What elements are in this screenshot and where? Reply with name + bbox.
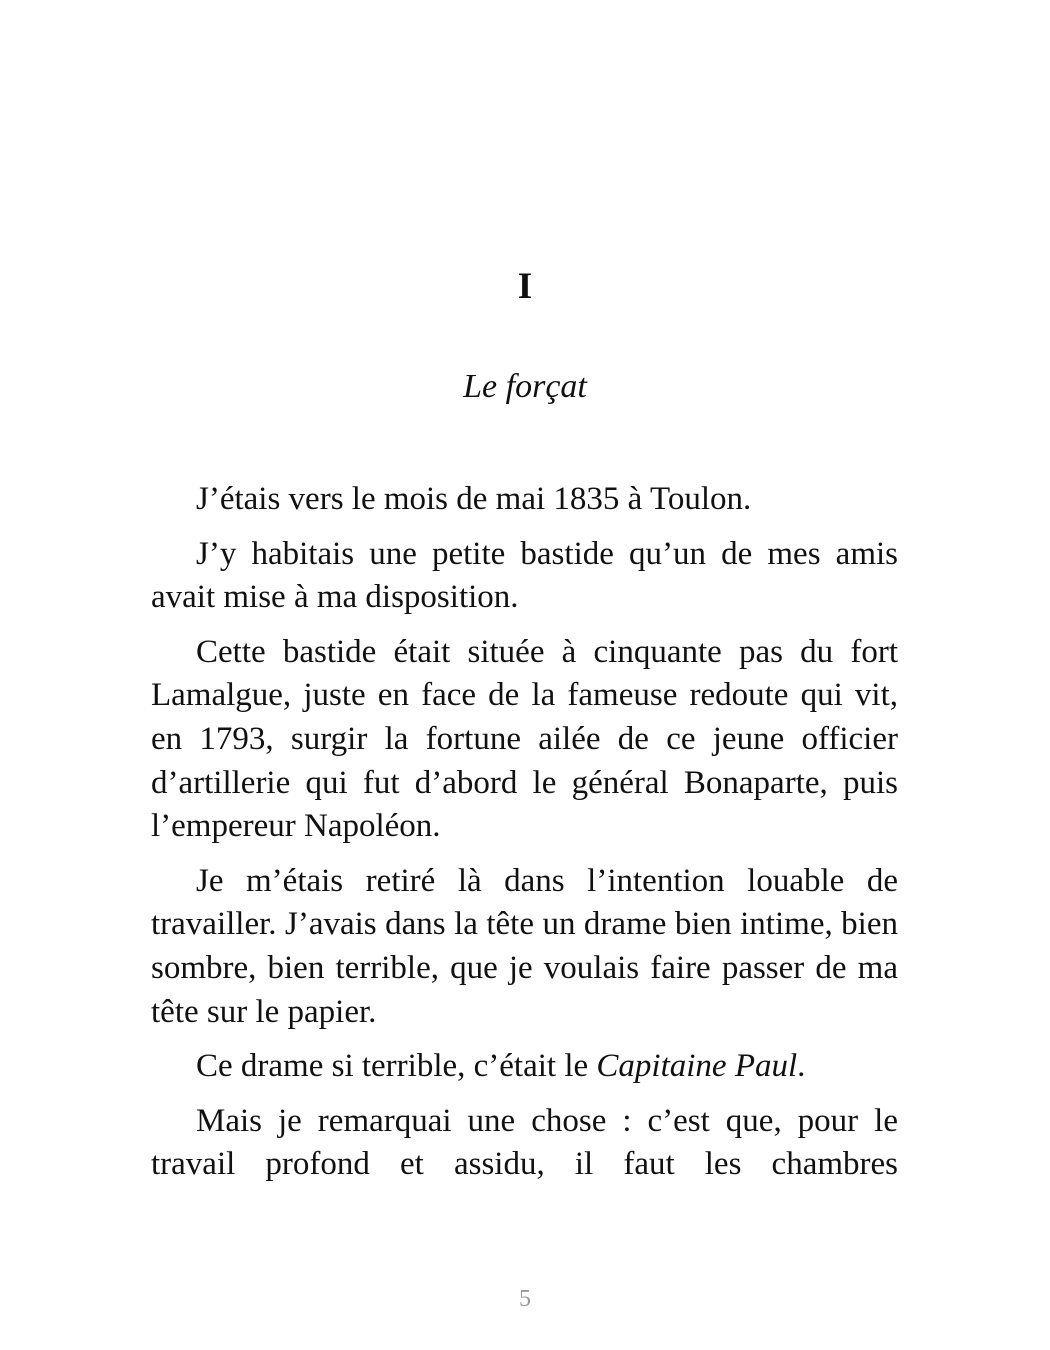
paragraph-text: Ce drame si terrible, c’était le — [196, 1048, 597, 1085]
chapter-number: I — [517, 266, 533, 307]
paragraph: Cette bastide était située à cinquante pas du fort Lamalgue, juste en face de la fameuse redoute qui vit, en 1793, surgir la fortune ailée de ce jeune officier d’artillerie qui fut d’abord le général Bonaparte, puis l’empereur Napoléon. — [151, 633, 898, 845]
page-number: 5 — [519, 1286, 531, 1312]
paragraph: J’y habitais une petite bastide qu’un de mes amis avait mise à ma disposition. — [151, 535, 898, 616]
chapter-title: Le forçat — [463, 368, 587, 405]
paragraph — [151, 1045, 898, 1089]
paragraph: Je m’étais retiré là dans l’intention louable de travailler. J’avais dans la tête un drame bien intime, bien sombre, bien terrible, que je voulais faire passer de ma tête sur le papier. — [151, 862, 898, 1030]
paragraph: J’étais vers le mois de mai 1835 à Toulon. — [196, 481, 752, 517]
work-title: Capitaine Paul — [596, 1048, 798, 1085]
paragraph-text: . — [797, 1048, 806, 1085]
paragraph: Mais je remarquai une chose : c’est que, pour le travail profond et assidu, il faut les chambres — [151, 1102, 898, 1183]
body-text — [151, 478, 898, 1187]
